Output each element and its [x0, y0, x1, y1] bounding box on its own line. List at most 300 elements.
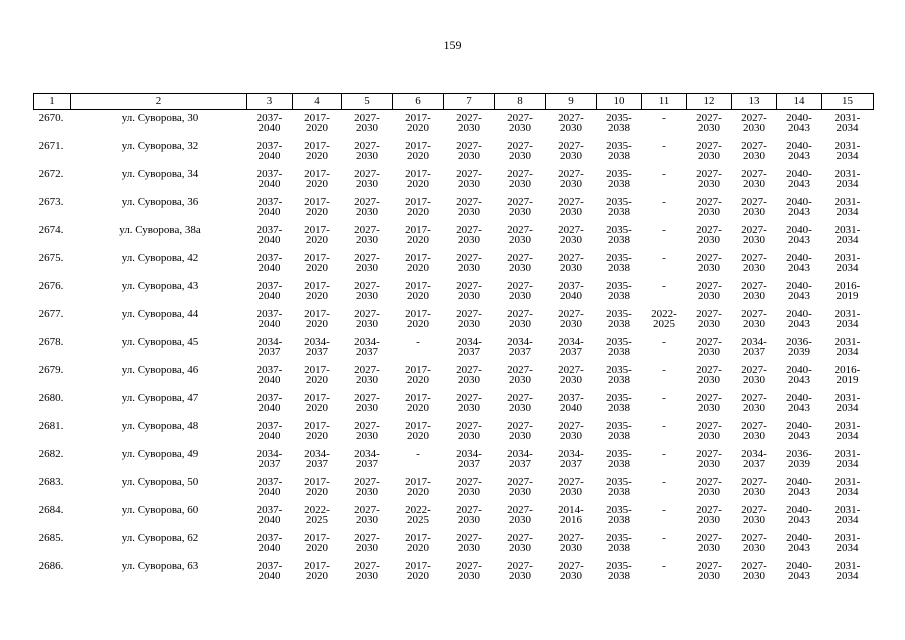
- period-cell-c14: [777, 169, 822, 197]
- period-cell-c5: [342, 561, 393, 589]
- period-cell-c6: [393, 421, 444, 449]
- period-line: 2036-: [786, 448, 812, 460]
- table-row: [34, 477, 874, 505]
- period-cell-c9: [546, 365, 597, 393]
- period-cell-c9: [546, 337, 597, 365]
- period-cell-c7: [444, 169, 495, 197]
- period-line: 2030: [458, 374, 480, 386]
- period-line: 2027-: [558, 476, 584, 488]
- period-cell-c9: [546, 477, 597, 505]
- period-line: 2030: [698, 486, 720, 498]
- period-line: 2027-: [507, 364, 533, 376]
- period-line: -: [662, 364, 666, 376]
- period-line: 2019: [836, 374, 859, 386]
- period-cell-c14: [777, 421, 822, 449]
- period-line: 2017-: [405, 168, 431, 180]
- period-cell-c6: [393, 365, 444, 393]
- period-line: 2031-: [834, 448, 861, 460]
- period-line: 2040: [258, 122, 281, 134]
- period-line: 2017-: [304, 196, 330, 208]
- period-line: 2027-: [558, 196, 584, 208]
- period-line: 2027-: [741, 364, 767, 376]
- period-line: 2027-: [696, 140, 722, 152]
- period-line: 2031-: [834, 168, 861, 180]
- period-cell-c7: [444, 309, 495, 337]
- period-cell-c14: [777, 449, 822, 477]
- period-line: 2027-: [456, 280, 482, 292]
- period-line: 2030: [698, 290, 720, 302]
- period-line: 2037: [560, 458, 582, 470]
- period-line: 2030: [356, 374, 378, 386]
- period-cell-c10: [597, 505, 642, 533]
- period-line: 2035-: [606, 448, 632, 460]
- period-line: 2030: [743, 318, 765, 330]
- row-number: 2684.: [38, 504, 64, 516]
- period-line: 2027-: [741, 112, 767, 124]
- period-cell-c6: [393, 393, 444, 421]
- period-line: 2038: [608, 150, 630, 162]
- period-line: 2020: [407, 402, 429, 414]
- table-body: [34, 110, 874, 590]
- period-cell-c15: [822, 477, 874, 505]
- period-cell-c5: [342, 141, 393, 169]
- period-line: 2034: [836, 346, 859, 358]
- period-cell-c3: [247, 533, 293, 561]
- period-line: 2027-: [696, 196, 722, 208]
- period-line: 2040: [258, 234, 281, 246]
- address-cell: ул. Суворова, 63: [121, 560, 199, 572]
- period-line: 2040-: [786, 140, 812, 152]
- period-cell-c8: [495, 197, 546, 225]
- period-line: 2017-: [304, 140, 330, 152]
- period-line: 2027-: [696, 420, 722, 432]
- period-cell-c3: [247, 561, 293, 589]
- period-line: 2034-: [507, 448, 533, 460]
- period-line: 2017-: [405, 392, 431, 404]
- period-line: 2030: [458, 122, 480, 134]
- period-cell-c11: [642, 197, 687, 225]
- period-line: 2017-: [304, 252, 330, 264]
- period-line: 2030: [458, 262, 480, 274]
- period-cell-c9: [546, 197, 597, 225]
- period-cell-c15: [822, 253, 874, 281]
- period-cell-c10: [597, 533, 642, 561]
- table-row: [34, 337, 874, 365]
- period-line: 2030: [698, 262, 720, 274]
- period-cell-c12: [687, 309, 732, 337]
- period-line: 2030: [458, 318, 480, 330]
- period-line: 2017-: [304, 280, 330, 292]
- period-line: 2025: [407, 514, 429, 526]
- period-line: 2030: [560, 150, 582, 162]
- period-cell-c11: [642, 253, 687, 281]
- period-line: 2030: [356, 542, 378, 554]
- period-line: 2038: [608, 290, 630, 302]
- period-cell-c6: [393, 281, 444, 309]
- period-cell-c8: [495, 421, 546, 449]
- row-number: 2685.: [38, 532, 64, 544]
- period-line: 2043: [788, 402, 810, 414]
- period-line: 2038: [608, 178, 630, 190]
- period-line: 2040-: [786, 112, 812, 124]
- period-line: 2030: [743, 570, 765, 582]
- period-cell-c9: [546, 169, 597, 197]
- period-line: 2030: [698, 374, 720, 386]
- period-line: 2038: [608, 374, 630, 386]
- period-line: 2020: [306, 542, 328, 554]
- period-line: 2030: [560, 318, 582, 330]
- table-row: [34, 225, 874, 253]
- period-line: 2034: [836, 570, 859, 582]
- period-line: 2037-: [558, 280, 584, 292]
- period-cell-c15: [822, 505, 874, 533]
- period-line: 2027-: [456, 476, 482, 488]
- period-cell-c5: [342, 225, 393, 253]
- period-line: 2040-: [786, 252, 812, 264]
- period-cell-c14: [777, 393, 822, 421]
- period-cell-c7: [444, 141, 495, 169]
- period-line: 2040-: [786, 532, 812, 544]
- period-line: 2038: [608, 458, 630, 470]
- address-cell: ул. Суворова, 50: [121, 476, 199, 488]
- period-line: 2020: [407, 262, 429, 274]
- period-cell-c13: [732, 309, 777, 337]
- period-line: 2027-: [507, 168, 533, 180]
- period-line: 2030: [356, 122, 378, 134]
- period-line: 2027-: [741, 392, 767, 404]
- period-line: 2027-: [456, 140, 482, 152]
- address-cell: ул. Суворова, 46: [121, 364, 199, 376]
- period-line: 2017-: [405, 532, 431, 544]
- period-line: 2027-: [696, 252, 722, 264]
- period-line: 2037-: [256, 252, 283, 264]
- period-line: 2017-: [405, 252, 431, 264]
- period-line: 2019: [836, 290, 859, 302]
- period-cell-c3: [247, 393, 293, 421]
- period-line: 2027-: [456, 224, 482, 236]
- period-cell-c11: [642, 421, 687, 449]
- period-cell-c14: [777, 561, 822, 589]
- period-cell-c13: [732, 110, 777, 142]
- period-line: 2040: [258, 402, 281, 414]
- period-line: 2027-: [696, 168, 722, 180]
- period-line: 2040-: [786, 364, 812, 376]
- period-cell-c11: [642, 337, 687, 365]
- period-line: 2027-: [456, 112, 482, 124]
- period-line: 2027-: [456, 504, 482, 516]
- period-line: 2034-: [741, 336, 767, 348]
- period-line: 2037: [306, 458, 328, 470]
- period-cell-c5: [342, 533, 393, 561]
- period-line: 2027-: [354, 532, 380, 544]
- period-cell-c4: [293, 169, 342, 197]
- period-line: 2037-: [256, 308, 283, 320]
- period-cell-c13: [732, 253, 777, 281]
- period-line: 2031-: [834, 112, 861, 124]
- period-line: 2030: [356, 206, 378, 218]
- period-cell-c6: [393, 449, 444, 477]
- period-cell-c11: [642, 281, 687, 309]
- column-header-6: 6: [393, 94, 444, 110]
- period-line: 2020: [407, 374, 429, 386]
- period-line: 2040: [258, 430, 281, 442]
- period-cell-c9: [546, 110, 597, 142]
- column-header-5: 5: [342, 94, 393, 110]
- period-line: 2043: [788, 486, 810, 498]
- period-line: 2043: [788, 262, 810, 274]
- row-number: 2671.: [38, 140, 64, 152]
- period-cell-c6: [393, 110, 444, 142]
- period-cell-c10: [597, 110, 642, 142]
- period-line: 2040: [258, 374, 281, 386]
- period-line: -: [662, 420, 666, 432]
- period-line: 2034-: [741, 448, 767, 460]
- period-cell-c8: [495, 281, 546, 309]
- period-line: 2030: [458, 542, 480, 554]
- period-cell-c8: [495, 337, 546, 365]
- period-line: 2030: [458, 234, 480, 246]
- period-line: 2016-: [834, 364, 861, 376]
- period-line: 2030: [509, 402, 531, 414]
- period-line: 2040: [258, 570, 281, 582]
- period-line: 2037: [258, 458, 281, 470]
- period-line: -: [662, 560, 666, 572]
- period-line: 2030: [743, 290, 765, 302]
- period-cell-c14: [777, 477, 822, 505]
- period-cell-c6: [393, 225, 444, 253]
- period-line: 2017-: [304, 420, 330, 432]
- period-line: 2031-: [834, 196, 861, 208]
- period-line: -: [662, 280, 666, 292]
- period-line: 2030: [509, 570, 531, 582]
- row-number: 2681.: [38, 420, 64, 432]
- row-number: 2686.: [38, 560, 64, 572]
- period-cell-c6: [393, 253, 444, 281]
- period-line: 2030: [509, 290, 531, 302]
- period-line: 2040: [258, 262, 281, 274]
- period-line: 2031-: [834, 252, 861, 264]
- period-line: -: [662, 140, 666, 152]
- period-line: 2040: [258, 150, 281, 162]
- period-cell-c10: [597, 197, 642, 225]
- period-line: 2030: [698, 458, 720, 470]
- period-cell-c9: [546, 141, 597, 169]
- period-cell-c15: [822, 449, 874, 477]
- period-line: 2020: [306, 234, 328, 246]
- period-line: 2030: [743, 150, 765, 162]
- period-line: 2034: [836, 318, 859, 330]
- period-cell-c15: [822, 225, 874, 253]
- period-cell-c7: [444, 393, 495, 421]
- period-cell-c12: [687, 477, 732, 505]
- period-line: 2030: [356, 234, 378, 246]
- period-line: 2027-: [558, 252, 584, 264]
- table-row: [34, 110, 874, 142]
- period-line: 2031-: [834, 560, 861, 572]
- period-cell-c8: [495, 141, 546, 169]
- period-cell-c4: [293, 561, 342, 589]
- period-cell-c13: [732, 281, 777, 309]
- period-line: 2043: [788, 178, 810, 190]
- period-line: 2020: [306, 318, 328, 330]
- column-header-3: 3: [247, 94, 293, 110]
- period-line: 2035-: [606, 196, 632, 208]
- period-line: 2037-: [256, 420, 283, 432]
- period-line: 2030: [743, 234, 765, 246]
- address-cell: ул. Суворова, 49: [121, 448, 199, 460]
- address-cell: ул. Суворова, 34: [121, 168, 199, 180]
- period-line: 2027-: [507, 560, 533, 572]
- period-line: 2027-: [354, 252, 380, 264]
- period-cell-c12: [687, 449, 732, 477]
- period-line: 2027-: [696, 504, 722, 516]
- period-line: 2020: [407, 570, 429, 582]
- period-line: 2027-: [354, 196, 380, 208]
- period-line: 2034-: [507, 336, 533, 348]
- period-line: 2034: [836, 430, 859, 442]
- period-line: 2020: [306, 290, 328, 302]
- period-line: 2027-: [558, 532, 584, 544]
- period-line: 2040-: [786, 420, 812, 432]
- period-line: 2038: [608, 262, 630, 274]
- period-line: 2030: [509, 374, 531, 386]
- period-cell-c3: [247, 197, 293, 225]
- table-row: [34, 197, 874, 225]
- period-cell-c6: [393, 505, 444, 533]
- period-line: 2027-: [558, 560, 584, 572]
- period-line: 2027-: [696, 336, 722, 348]
- period-line: 2043: [788, 542, 810, 554]
- column-header-9: 9: [546, 94, 597, 110]
- period-cell-c8: [495, 561, 546, 589]
- period-cell-c12: [687, 110, 732, 142]
- period-line: 2027-: [456, 308, 482, 320]
- period-line: 2020: [306, 122, 328, 134]
- row-number: 2677.: [38, 308, 64, 320]
- period-line: 2027-: [741, 280, 767, 292]
- period-line: 2027-: [507, 224, 533, 236]
- period-line: 2038: [608, 318, 630, 330]
- period-cell-c14: [777, 533, 822, 561]
- period-line: 2027-: [354, 420, 380, 432]
- period-cell-c11: [642, 365, 687, 393]
- period-cell-c13: [732, 393, 777, 421]
- period-line: 2030: [509, 150, 531, 162]
- period-cell-c15: [822, 365, 874, 393]
- period-line: 2040: [560, 402, 582, 414]
- period-line: 2027-: [696, 308, 722, 320]
- period-cell-c3: [247, 309, 293, 337]
- period-line: 2030: [560, 430, 582, 442]
- period-cell-c7: [444, 225, 495, 253]
- column-header-2: 2: [71, 94, 247, 110]
- period-cell-c15: [822, 141, 874, 169]
- period-line: 2030: [743, 514, 765, 526]
- period-line: 2030: [743, 542, 765, 554]
- period-cell-c7: [444, 505, 495, 533]
- period-cell-c8: [495, 253, 546, 281]
- period-cell-c9: [546, 449, 597, 477]
- period-line: 2037-: [256, 476, 283, 488]
- period-line: 2036-: [786, 336, 812, 348]
- period-line: 2031-: [834, 336, 861, 348]
- period-line: 2038: [608, 206, 630, 218]
- period-cell-c14: [777, 225, 822, 253]
- period-line: 2030: [509, 178, 531, 190]
- period-line: 2020: [407, 178, 429, 190]
- table-row: [34, 421, 874, 449]
- period-line: 2037: [306, 346, 328, 358]
- period-cell-c11: [642, 225, 687, 253]
- period-line: 2034: [836, 402, 859, 414]
- period-line: 2037-: [256, 560, 283, 572]
- period-line: 2035-: [606, 252, 632, 264]
- period-cell-c12: [687, 505, 732, 533]
- period-line: 2017-: [304, 532, 330, 544]
- period-line: 2034-: [256, 448, 283, 460]
- period-line: 2035-: [606, 112, 632, 124]
- period-cell-c8: [495, 110, 546, 142]
- period-line: 2043: [788, 570, 810, 582]
- period-line: 2030: [560, 570, 582, 582]
- period-line: 2030: [509, 206, 531, 218]
- period-line: 2030: [356, 402, 378, 414]
- period-line: 2035-: [606, 140, 632, 152]
- period-line: 2030: [698, 570, 720, 582]
- period-cell-c4: [293, 449, 342, 477]
- period-cell-c15: [822, 197, 874, 225]
- period-cell-c4: [293, 309, 342, 337]
- period-cell-c13: [732, 197, 777, 225]
- period-cell-c12: [687, 421, 732, 449]
- period-line: 2040-: [786, 280, 812, 292]
- period-line: 2034: [836, 486, 859, 498]
- period-line: 2030: [356, 262, 378, 274]
- period-line: 2027-: [507, 476, 533, 488]
- period-line: 2017-: [405, 280, 431, 292]
- address-cell: ул. Суворова, 43: [121, 280, 199, 292]
- period-line: 2027-: [456, 196, 482, 208]
- period-cell-c13: [732, 169, 777, 197]
- period-cell-c14: [777, 337, 822, 365]
- period-line: 2038: [608, 402, 630, 414]
- period-line: 2016: [560, 514, 582, 526]
- period-line: 2030: [743, 486, 765, 498]
- period-line: 2034: [836, 206, 859, 218]
- period-cell-c6: [393, 169, 444, 197]
- period-line: 2040-: [786, 392, 812, 404]
- period-line: 2037-: [256, 532, 283, 544]
- period-line: -: [662, 448, 666, 460]
- address-cell: ул. Суворова, 45: [121, 336, 199, 348]
- column-header-1: 1: [34, 94, 71, 110]
- column-header-11: 11: [642, 94, 687, 110]
- period-line: 2027-: [741, 420, 767, 432]
- period-cell-c4: [293, 393, 342, 421]
- period-cell-c14: [777, 281, 822, 309]
- period-cell-c14: [777, 197, 822, 225]
- period-line: 2031-: [834, 532, 861, 544]
- period-line: 2027-: [696, 364, 722, 376]
- period-cell-c4: [293, 225, 342, 253]
- period-line: 2031-: [834, 140, 861, 152]
- period-line: 2017-: [405, 364, 431, 376]
- period-line: 2040: [258, 318, 281, 330]
- period-line: 2040: [258, 178, 281, 190]
- period-cell-c8: [495, 533, 546, 561]
- period-cell-c14: [777, 309, 822, 337]
- period-cell-c6: [393, 477, 444, 505]
